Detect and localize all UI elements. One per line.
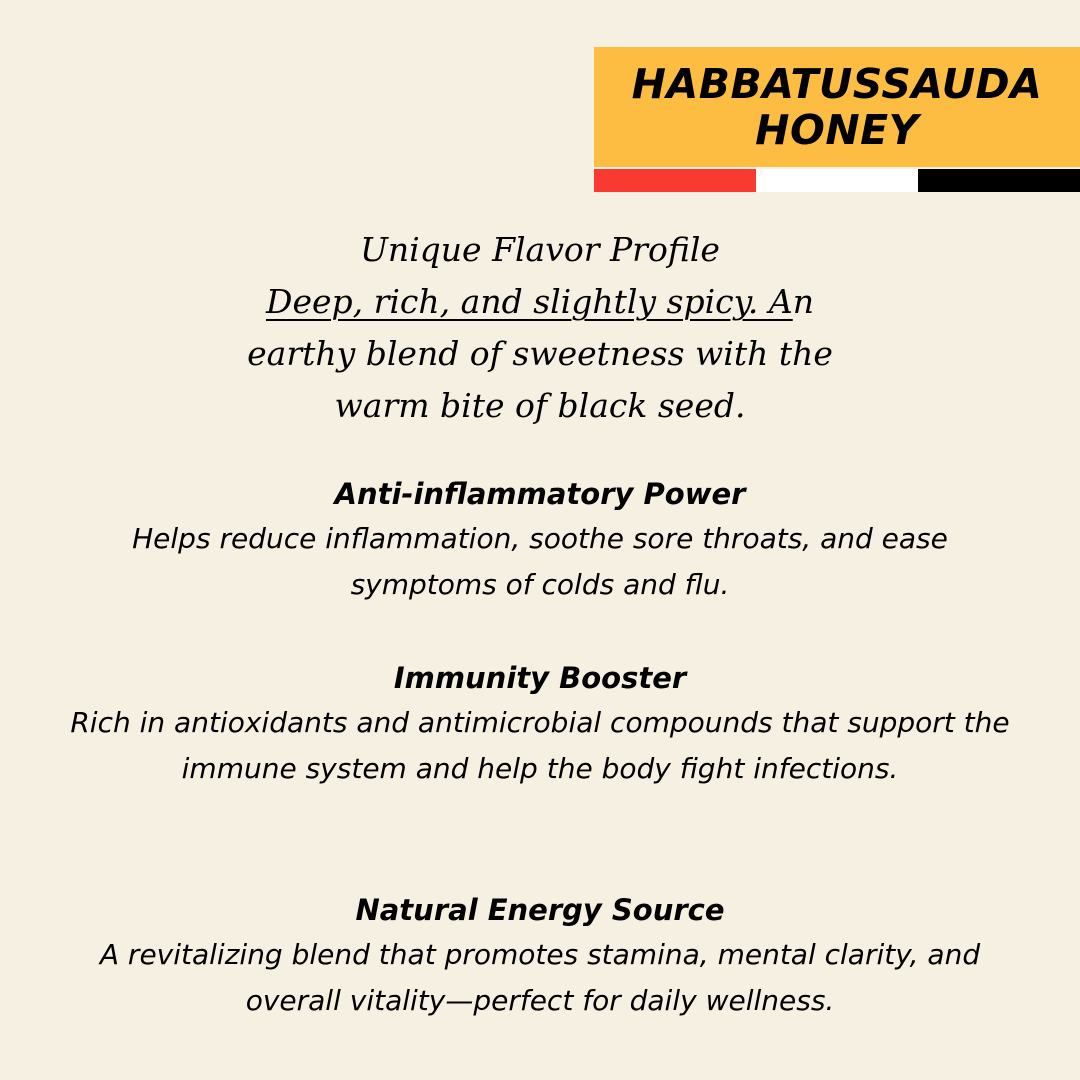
benefit-text: Helps reduce inflammation, soothe sore throats, and ease symptoms of colds and flu. [132,522,948,601]
flavor-heading: Unique Flavor Profile [360,230,720,269]
flavor-description-rest: n earthy blend of sweetness with the warm bite of black seed. [247,282,833,425]
title-line-1: HABBATUSSAUDA [631,60,1043,108]
flavor-description-underlined: Deep, rich, and slightly spicy. A [265,282,793,321]
benefit-anti-inflammatory [60,472,1020,608]
flavor-section [140,224,940,432]
flavor-description [215,276,865,432]
benefit-energy [60,888,1020,1024]
title-banner [594,47,1080,167]
stripe-black [918,169,1080,192]
benefit-title: Natural Energy Source [355,893,725,927]
benefit-title: Immunity Booster [393,661,687,695]
benefit-title: Anti-inflammatory Power [334,477,746,511]
stripe-white [756,169,918,192]
color-stripes [594,169,1080,192]
benefit-immunity [60,656,1020,792]
benefit-text: A revitalizing blend that promotes stamina, mental clarity, and overall vitality—perfect for daily wellness. [99,938,981,1017]
title-line-2: HONEY [755,106,919,154]
stripe-red [594,169,756,192]
benefit-text: Rich in antioxidants and antimicrobial compounds that support the immune system and help the body fight infections. [70,706,1010,785]
